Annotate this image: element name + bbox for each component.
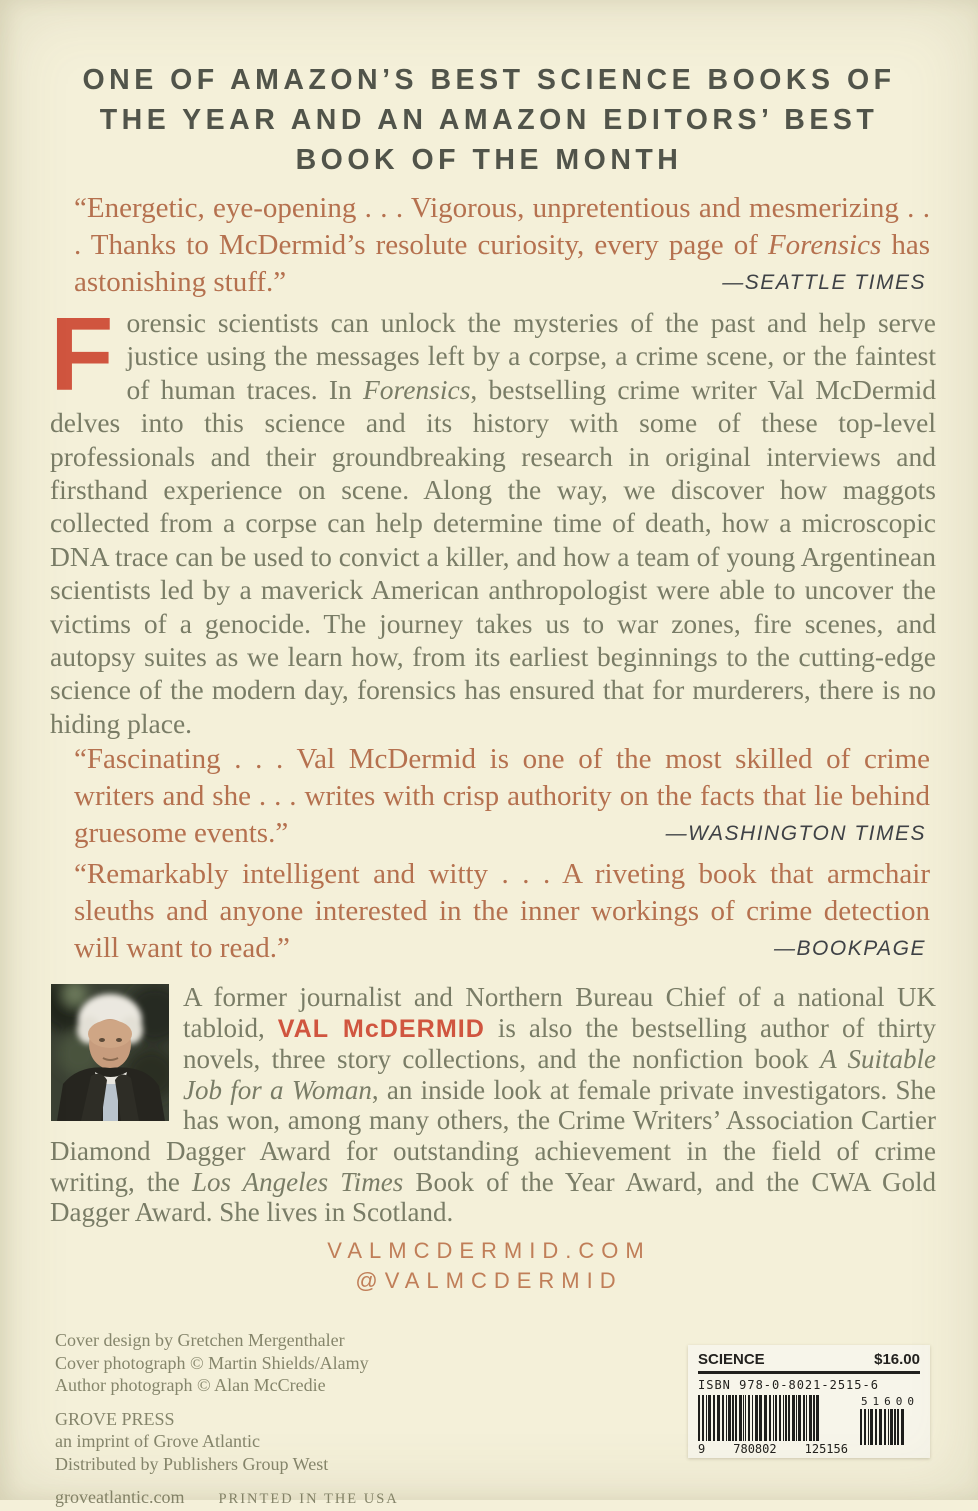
barcode-bar <box>732 1395 734 1441</box>
text-segment: , bestselling crime writer Val McDermid delves into this science and its history with some of these top-level professionals and their groundbreaking research in original interviews and firsthand experience on scene. Along the way, we discover how maggots collected from a corpse can help determine time of death, how a microscopic DNA trace can be used to convict a killer, and how a team of young Argentinean scientists led by a maverick American anthropologist were able to uncover the victims of a genocide. The journey takes us to war zones, fire scenes, and autopsy suites as we learn how, from its earliest beginnings to the cutting-edge science of the modern day, forensics has ensured that for murderers, there is no hiding place. <box>50 373 936 739</box>
barcode-bar <box>798 1395 801 1441</box>
barcode-bar <box>864 1409 866 1445</box>
barcode-bar <box>764 1395 767 1441</box>
barcode-bar <box>894 1409 896 1445</box>
barcode-bar <box>809 1395 812 1441</box>
barcode-bar <box>726 1395 727 1441</box>
ean-digit-group: 9 <box>698 1442 706 1456</box>
barcode-bar <box>779 1395 781 1441</box>
review-quote-bookpage <box>52 856 930 967</box>
barcode-bar <box>783 1395 784 1441</box>
text-segment: has astonishing stuff.” <box>74 229 930 298</box>
barcode-bar <box>743 1395 744 1441</box>
author-website: VALMCDERMID.COM <box>327 1238 651 1263</box>
barcode-bar <box>759 1395 762 1441</box>
barcode-graphics <box>698 1395 920 1456</box>
barcode-bar <box>901 1409 904 1445</box>
barcode-bar <box>735 1395 737 1441</box>
award-banner-line: THE YEAR AND AN AMAZON EDITORS’ BEST <box>99 104 879 136</box>
barcode-bar <box>890 1409 893 1445</box>
credit-line: Distributed by Publishers Group West <box>55 1453 329 1474</box>
barcode-bar <box>713 1395 715 1441</box>
barcode-bar <box>803 1395 805 1441</box>
barcode-bar <box>773 1395 774 1441</box>
award-banner-line: ONE OF AMAZON’S BEST SCIENCE BOOKS OF <box>82 64 896 96</box>
addon-digits: 51600 <box>860 1395 920 1408</box>
barcode-bar <box>708 1395 711 1441</box>
credit-line: Cover photograph © Martin Shields/Alamy <box>55 1352 369 1373</box>
barcode-bar <box>698 1395 700 1441</box>
price-label: $16.00 <box>874 1351 920 1368</box>
text-segment: A Suitable Job for a Woman <box>183 1044 936 1105</box>
barcode-bar <box>745 1395 746 1441</box>
barcode-bar <box>722 1395 724 1441</box>
text-segment: Forensics <box>362 373 471 405</box>
bio-text <box>50 982 936 1227</box>
barcode-bar <box>888 1409 889 1445</box>
author-links <box>0 1236 978 1296</box>
author-social-handle: @VALMCDERMID <box>355 1268 623 1293</box>
barcode-bar <box>860 1409 862 1445</box>
author-photo <box>51 984 169 1121</box>
ean-barcode <box>698 1395 848 1456</box>
barcode-bar <box>879 1409 882 1445</box>
barcode-divider <box>698 1371 920 1374</box>
category-label: SCIENCE <box>698 1351 765 1368</box>
author-bio <box>50 982 936 1228</box>
addon-barcode-bars <box>860 1409 920 1445</box>
text-segment: Book of the Year Award, and the CWA Gold Dagger Award. She lives in Scotland. <box>50 1166 936 1228</box>
credits-block <box>55 1329 475 1511</box>
isbn-label: ISBN 978-0-8021-2515-6 <box>698 1378 879 1392</box>
text-segment: , an inside look at female private investigators. She has won, among many others, the Crime Writers’ Association Cartier Diamond Dagger Award for outstanding achievement in the field of crime writing, the <box>50 1074 936 1197</box>
drop-cap: F <box>50 297 114 413</box>
ean-barcode-digits <box>698 1442 848 1456</box>
text-segment: “Remarkably intelligent and witty . . . A riveting book that armchair sleuths and anyone interested in the inner workings of crime detection will want to read.” <box>74 858 930 964</box>
barcode-bar <box>706 1395 707 1441</box>
barcode-bar <box>728 1395 731 1441</box>
ean-barcode-bars <box>698 1395 848 1441</box>
barcode-bar <box>717 1395 720 1441</box>
barcode-header-row <box>698 1351 920 1368</box>
barcode-bar <box>769 1395 771 1441</box>
text-segment: “Fascinating . . . Val McDermid is one of the most skilled of crime writers and she . . . writes with crisp authority on the facts that lie behind gruesome events.” <box>74 743 930 849</box>
barcode-bar <box>816 1395 819 1441</box>
design-credits <box>55 1329 475 1397</box>
barcode-bar <box>775 1395 777 1441</box>
publisher-website: groveatlantic.com <box>55 1487 185 1507</box>
credit-line: an imprint of Grove Atlantic <box>55 1431 260 1451</box>
barcode-panel <box>688 1345 930 1458</box>
ean-digit-group: 780802 <box>733 1442 777 1456</box>
barcode-bar <box>739 1395 742 1441</box>
publisher-name: GROVE PRESS <box>55 1408 175 1429</box>
description-text <box>50 297 936 739</box>
barcode-bar <box>884 1409 886 1445</box>
credit-line: Cover design by Gretchen Mergenthaler <box>55 1330 345 1350</box>
text-segment: A former journalist and Northern Bureau Chief of a national UK tabloid, <box>183 982 936 1043</box>
quote-attribution: —SEATTLE TIMES <box>722 271 926 294</box>
barcode-bar <box>875 1409 877 1445</box>
price-addon-barcode <box>860 1395 920 1445</box>
barcode-bar <box>870 1409 873 1445</box>
text-segment: is also the bestselling author of thirty novels, three story collections, and the nonfiction book <box>183 1012 936 1075</box>
quote-attribution: —WASHINGTON TIMES <box>665 822 926 845</box>
barcode-bar <box>785 1395 787 1441</box>
text-segment: Los Angeles Times <box>192 1166 404 1197</box>
review-quote-washington-times <box>52 741 930 852</box>
barcode-bar <box>796 1395 797 1441</box>
text-segment: VAL MᴄDERMID <box>277 1014 485 1043</box>
barcode-bar <box>748 1395 750 1441</box>
barcode-bar <box>702 1395 704 1441</box>
barcode-bar <box>806 1395 807 1441</box>
text-segment: Forensics <box>767 229 882 261</box>
book-description <box>50 297 936 740</box>
barcode-bar <box>788 1395 790 1441</box>
barcode-bar <box>897 1409 899 1445</box>
review-quote-seattle-times <box>52 190 930 301</box>
barcode-bar <box>813 1395 815 1441</box>
barcode-bar <box>755 1395 758 1441</box>
publisher-credits <box>55 1408 475 1476</box>
bottom-credit-row <box>55 1486 475 1511</box>
award-banner-line: BOOK OF THE MONTH <box>295 144 683 176</box>
credit-line: Author photograph © Alan McCredie <box>55 1375 326 1395</box>
barcode-bar <box>792 1395 795 1441</box>
text-segment: “Energetic, eye-opening . . . Vigorous, unpretentious and mesmerizing . . . Thanks to McDermid’s resolute curiosity, every page of <box>74 192 930 261</box>
text-segment: orensic scientists can unlock the mysteries of the past and help serve justice using the messages left by a corpse, a crime scene, or the faintest of human traces. In <box>126 307 936 405</box>
printed-in-usa-label: PRINTED IN THE USA <box>218 1491 399 1507</box>
barcode-bar <box>868 1409 869 1445</box>
award-banner <box>0 60 978 180</box>
barcode-bar <box>752 1395 753 1441</box>
ean-digit-group: 125156 <box>804 1442 848 1456</box>
quote-attribution: —BOOKPAGE <box>774 937 926 960</box>
